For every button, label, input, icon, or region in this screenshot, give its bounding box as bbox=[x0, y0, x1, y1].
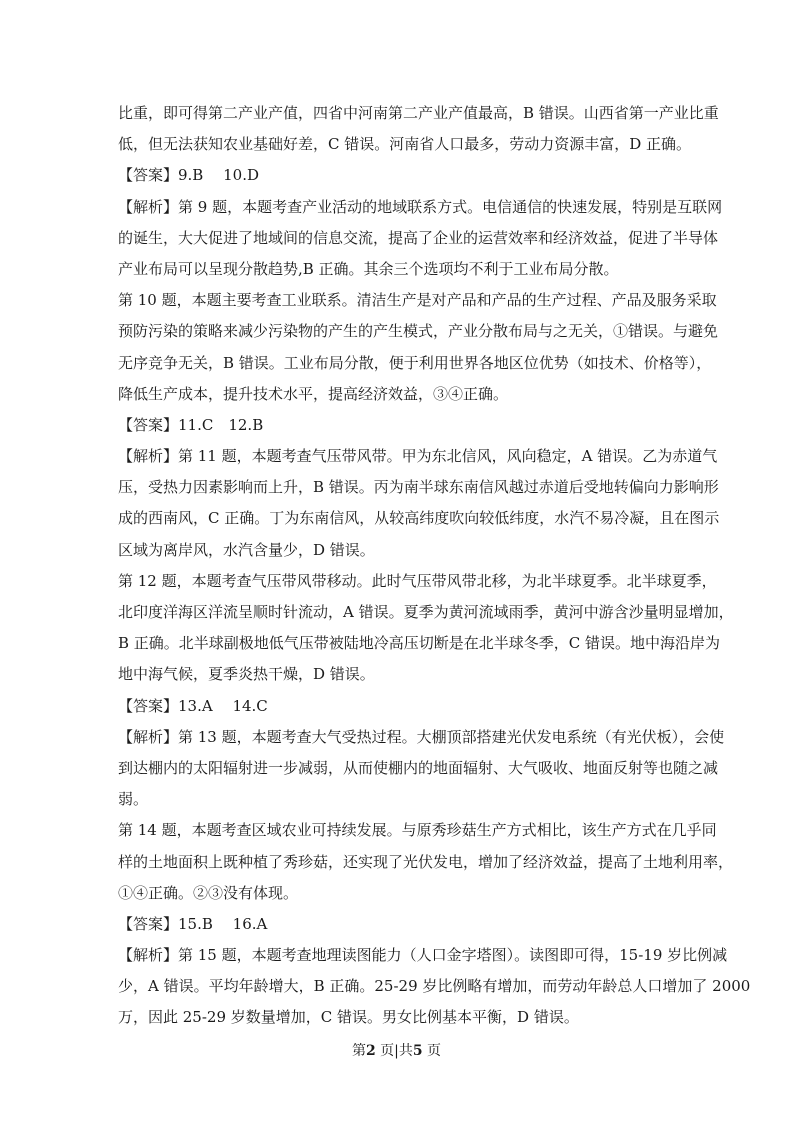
analysis-paragraph bbox=[118, 722, 725, 816]
answer-paragraph bbox=[118, 909, 678, 940]
text-line: 第 10 题，本题主要考查工业联系。清洁生产是对产品和产品的生产过程、产品及服务采取 bbox=[118, 291, 717, 310]
text-paragraph bbox=[118, 566, 734, 691]
text-line: 到达棚内的太阳辐射进一步减弱，从而使棚内的地面辐射、大气吸收、地面反射等也随之减 bbox=[118, 758, 719, 777]
text-line: 弱。 bbox=[118, 790, 149, 809]
document-body bbox=[118, 98, 751, 1034]
analysis-paragraph bbox=[118, 441, 720, 566]
footer-middle: 页|共 bbox=[375, 1043, 413, 1059]
text-line: 第 14 题，本题考查区域农业可持续发展。与原秀珍菇生产方式相比，该生产方式在几乎同 bbox=[118, 821, 717, 840]
text-line: 北印度洋海区洋流呈顺时针流动，A 错误。夏季为黄河流域雨季，黄河中游含沙量明显增加， bbox=[118, 603, 734, 621]
text-line: 【答案】13.A 14.C bbox=[118, 696, 268, 715]
text-line: 预防污染的策略来减少污染物的产生的产生模式，产业分散布局与之无关，①错误。与避免 bbox=[118, 322, 719, 341]
text-line: 少，A 错误。平均年龄增大，B 正确。25-29 岁比例略有增加，而劳动年龄总人口增加了 2000 bbox=[118, 977, 751, 996]
text-line: 第 12 题，本题考查气压带风带移动。此时气压带风带北移，为北半球夏季。北半球夏季， bbox=[118, 571, 717, 590]
text-line: 产业布局可以呈现分散趋势,B 正确。其余三个选项均不利于工业布局分散。 bbox=[118, 259, 619, 278]
text-line: 【解析】第 15 题，本题考查地理读图能力（人口金字塔图）。读图即可得，15-19 岁比例减 bbox=[118, 946, 728, 965]
analysis-paragraph bbox=[118, 192, 723, 286]
text-paragraph bbox=[118, 285, 719, 410]
footer-prefix: 第 bbox=[351, 1043, 366, 1059]
text-line: 无序竞争无关，B 错误。工业布局分散，便于利用世界各地区位优势（如技术、价格等）， bbox=[118, 353, 712, 372]
footer-suffix: 页 bbox=[422, 1043, 442, 1059]
text-line: 降低生产成本，提升技术水平，提高经济效益，③④正确。 bbox=[118, 384, 509, 403]
answer-paragraph bbox=[118, 160, 678, 191]
text-line: 【答案】15.B 16.A bbox=[118, 914, 268, 933]
analysis-paragraph bbox=[118, 940, 751, 1034]
answer-paragraph bbox=[118, 410, 678, 441]
text-line: 区域为离岸风，水汽含量少，D 错误。 bbox=[118, 540, 375, 559]
text-line: 【解析】第 9 题，本题考查产业活动的地域联系方式。电信通信的快速发展，特别是互联网 bbox=[118, 197, 723, 216]
text-line: 比重，即可得第二产业产值，四省中河南第二产业产值最高，B 错误。山西省第一产业比重 bbox=[118, 104, 719, 122]
text-line: 地中海气候，夏季炎热干燥，D 错误。 bbox=[118, 665, 375, 684]
text-line: 【解析】第 11 题，本题考查气压带风带。甲为东北信风，风向稳定，A 错误。乙为赤道气 bbox=[118, 447, 718, 466]
text-line: 万，因此 25-29 岁数量增加，C 错误。男女比例基本平衡，D 错误。 bbox=[118, 1008, 579, 1027]
text-line: 【答案】9.B 10.D bbox=[118, 166, 259, 185]
current-page-number: 2 bbox=[365, 1043, 376, 1059]
text-line: 样的土地面积上既种植了秀珍菇，还实现了光伏发电，增加了经济效益，提高了土地利用率， bbox=[118, 852, 734, 871]
text-paragraph bbox=[118, 815, 734, 909]
text-line: B 正确。北半球副极地低气压带被陆地冷高压切断是在北半球冬季，C 错误。地中海沿岸为 bbox=[118, 634, 721, 653]
text-line: 的诞生，大大促进了地域间的信息交流，提高了企业的运营效率和经济效益，促进了半导体 bbox=[118, 228, 719, 247]
total-pages-number: 5 bbox=[412, 1043, 423, 1059]
page-footer bbox=[0, 1040, 793, 1062]
text-line: 【答案】11.C 12.B bbox=[118, 415, 264, 434]
text-paragraph bbox=[118, 98, 719, 160]
text-line: ①④正确。②③没有体现。 bbox=[118, 883, 299, 902]
text-line: 【解析】第 13 题，本题考查大气受热过程。大棚顶部搭建光伏发电系统（有光伏板），会使 bbox=[118, 727, 725, 746]
text-line: 成的西南风，C 正确。丁为东南信风，从较高纬度吹向较低纬度，水汽不易冷凝，且在图示 bbox=[118, 509, 720, 528]
answer-paragraph bbox=[118, 691, 678, 722]
text-line: 低，但无法获知农业基础好差，C 错误。河南省人口最多，劳动力资源丰富，D 正确。 bbox=[118, 135, 692, 154]
text-line: 压，受热力因素影响而上升，B 错误。丙为南半球东南信风越过赤道后受地转偏向力影响形 bbox=[118, 478, 719, 497]
